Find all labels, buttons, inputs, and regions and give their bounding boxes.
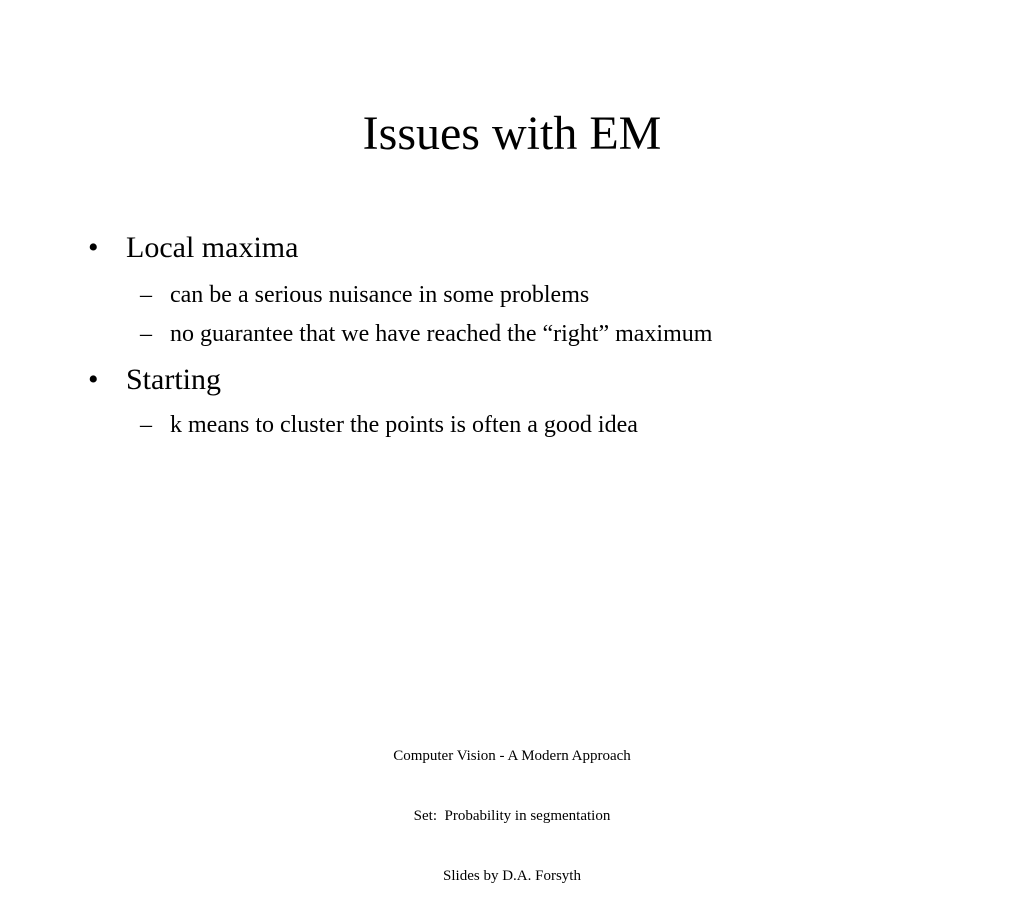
- bullet-marker: •: [88, 363, 99, 396]
- footer-line: Computer Vision - A Modern Approach: [393, 748, 631, 764]
- sub-bullet-text: k means to cluster the points is often a good idea: [170, 412, 638, 438]
- footer-line: Slides by D.A. Forsyth: [443, 868, 581, 884]
- sub-bullet-marker: –: [140, 321, 152, 347]
- sub-bullet-marker: –: [140, 412, 152, 438]
- bullet-text: Local maxima: [126, 231, 299, 264]
- bullet-marker: •: [88, 231, 99, 264]
- sub-bullet-text: no guarantee that we have reached the “right” maximum: [170, 321, 713, 347]
- sub-bullet-text: can be a serious nuisance in some problems: [170, 282, 590, 308]
- slide-footer: [0, 706, 1024, 906]
- slide-title: Issues with EM: [362, 107, 662, 160]
- footer-line: Set: Probability in segmentation: [413, 808, 611, 824]
- sub-bullet-marker: –: [140, 282, 152, 308]
- bullet-text: Starting: [126, 363, 221, 396]
